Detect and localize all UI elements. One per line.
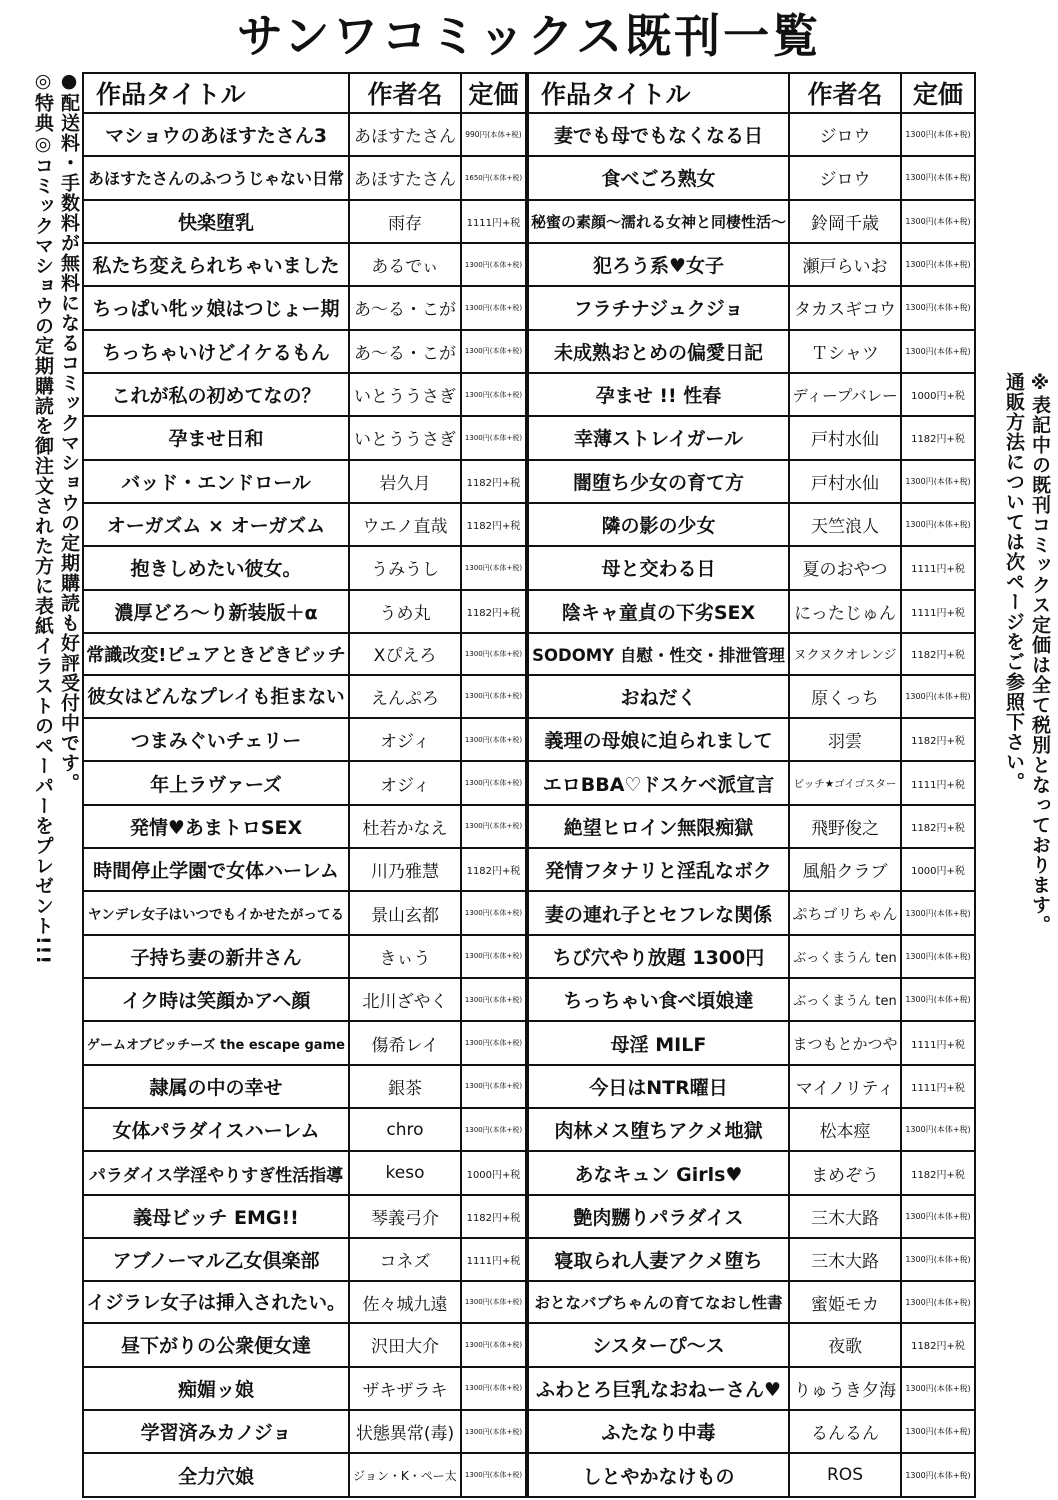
book-author-cell: 鈴岡千歳 [789,200,901,243]
book-price-cell: 1182円+税 [461,1195,527,1238]
table-row [83,1323,975,1366]
book-author-cell: 傷希レイ [349,1021,461,1064]
book-title-cell: おとなバブちゃんの育てなおし性書 [527,1281,789,1323]
book-price-cell: 1300円(本体+税) [901,1453,975,1497]
book-author-cell: きぃう [349,935,461,978]
table-row [83,113,975,156]
book-title-cell: SODOMY 自慰・性交・排泄管理 [527,633,789,675]
book-price-cell: 1300円(本体+税) [901,113,975,156]
subscription-note [2,70,82,1490]
book-price-cell: 1300円(本体+税) [461,1410,527,1453]
book-author-cell: うみうし [349,546,461,589]
book-author-cell: 岩久月 [349,460,461,503]
book-price-cell: 1300円(本体+税) [901,891,975,934]
book-title-cell: 絶望ヒロイン無限痴獄 [527,805,789,848]
book-author-cell: 北川ざやく [349,978,461,1021]
book-title-cell: 陰キャ童貞の下劣SEX [527,590,789,633]
book-author-cell: 瀬戸らいお [789,243,901,286]
book-title-cell: あほすたさんのふつうじゃない日常 [83,156,349,199]
book-title-cell: 犯ろう系♥女子 [527,243,789,286]
book-author-cell: 風船クラブ [789,848,901,891]
book-title-cell: 寝取られ人妻アクメ堕ち [527,1238,789,1281]
book-title-cell: おねだく [527,675,789,718]
book-title-cell: ちっちゃいけどイケるもん [83,330,349,373]
book-price-cell: 1111円+税 [901,590,975,633]
book-author-cell: あ～る・こが [349,286,461,329]
comics-catalog-table [82,72,976,1498]
book-author-cell: ぶっくまうん ten [789,935,901,978]
book-title-cell: 母と交わる日 [527,546,789,589]
table-row [83,1108,975,1151]
book-title-cell: 発情♥あまトロSEX [83,805,349,848]
book-author-cell: あ～る・こが [349,330,461,373]
book-title-cell: 時間停止学園で女体ハーレム [83,848,349,891]
book-title-cell: 未成熟おとめの偏愛日記 [527,330,789,373]
book-author-cell: ザキザラキ [349,1367,461,1410]
book-author-cell: ジョン・K・ペー太 [349,1453,461,1497]
book-author-cell: 佐々城九遠 [349,1281,461,1323]
book-price-cell: 1300円(本体+税) [901,330,975,373]
book-price-cell: 1300円(本体+税) [901,978,975,1021]
book-title-cell: 妻でも母でもなくなる日 [527,113,789,156]
table-row [83,1021,975,1064]
book-title-cell: 女体パラダイスハーレム [83,1108,349,1151]
table-row [83,1453,975,1497]
book-price-cell: 1300円(本体+税) [461,373,527,416]
book-author-cell: まつもとかつや [789,1021,901,1064]
book-title-cell: 濃厚どろ～り新装版＋α [83,590,349,633]
book-title-cell: 昼下がりの公衆便女達 [83,1323,349,1366]
book-title-cell: 今日はNTR曜日 [527,1065,789,1108]
book-title-cell: 孕ませ日和 [83,416,349,459]
book-price-cell: 1182円+税 [901,805,975,848]
book-author-cell: あほすたさん [349,113,461,156]
book-author-cell: 戸村水仙 [789,460,901,503]
book-price-cell: 1300円(本体+税) [461,1323,527,1366]
book-title-cell: 発情フタナリと淫乱なボク [527,848,789,891]
book-author-cell: るんるん [789,1410,901,1453]
book-title-cell: フラチナジュクジョ [527,286,789,329]
book-price-cell: 1300円(本体+税) [461,978,527,1021]
book-price-cell: 1300円(本体+税) [901,156,975,199]
header-price-left: 定価 [461,73,527,113]
header-author-left: 作者名 [349,73,461,113]
book-price-cell: 1300円(本体+税) [901,1410,975,1453]
bonus-present-note: ◎特典◎コミックマショウの定期購読を御注文された方に表紙イラストのペーパーをプレゼント!!! [32,70,54,965]
book-price-cell: 1182円+税 [461,848,527,891]
book-author-cell: いとううさぎ [349,416,461,459]
book-title-cell: 秘蜜の素顔～濡れる女神と同棲性活～ [527,200,789,243]
book-title-cell: イク時は笑顔かアヘ顔 [83,978,349,1021]
book-price-cell: 1000円+税 [901,373,975,416]
book-price-cell: 1111円+税 [901,1065,975,1108]
book-author-cell: 銀茶 [349,1065,461,1108]
table-row [83,460,975,503]
book-author-cell: タカスギコウ [789,286,901,329]
book-title-cell: ふわとろ巨乳なおねーさん♥ [527,1367,789,1410]
book-author-cell: 羽雲 [789,718,901,761]
book-author-cell: 沢田大介 [349,1323,461,1366]
tax-note: ※表記中の既刊コミックス定価は全て税別となっております。 [1029,372,1051,935]
book-title-cell: 義理の母娘に迫られまして [527,718,789,761]
table-row [83,590,975,633]
book-author-cell: えんぷろ [349,675,461,718]
table-row [83,761,975,804]
book-price-cell: 1182円+税 [461,503,527,546]
header-title-right: 作品タイトル [527,73,789,113]
free-shipping-note: ●配送料・手数料が無料になるコミックマショウの定期購読も好評受付中です。 [58,70,80,793]
book-author-cell: 天竺浪人 [789,503,901,546]
book-author-cell: ぷちゴリちゃん [789,891,901,934]
book-price-cell: 1111円+税 [461,200,527,243]
book-title-cell: しとやかなけもの [527,1453,789,1497]
table-row [83,848,975,891]
book-title-cell: 幸薄ストレイガール [527,416,789,459]
book-price-cell: 1300円(本体+税) [901,1281,975,1323]
book-price-cell: 1650円(本体+税) [461,156,527,199]
book-price-cell: 1300円(本体+税) [461,416,527,459]
book-author-cell: 原くっち [789,675,901,718]
book-author-cell: 戸村水仙 [789,416,901,459]
book-price-cell: 1111円+税 [901,761,975,804]
table-row [83,718,975,761]
book-price-cell: 1111円+税 [461,1238,527,1281]
table-row [83,373,975,416]
book-title-cell: これが私の初めてなの？ [83,373,349,416]
book-price-cell: 1000円+税 [461,1151,527,1194]
book-price-cell: 1182円+税 [461,460,527,503]
book-author-cell: オジィ [349,761,461,804]
book-author-cell: まめぞう [789,1151,901,1194]
book-author-cell: ディープバレー [789,373,901,416]
book-title-cell: イジラレ女子は挿入されたい。 [83,1281,349,1323]
table-row [83,633,975,675]
table-row [83,1410,975,1453]
book-author-cell: りゅうき夕海 [789,1367,901,1410]
book-title-cell: あなキュン Girls♥ [527,1151,789,1194]
book-title-cell: ヤンデレ女子はいつでもイかせたがってる [83,891,349,934]
book-price-cell: 1300円(本体+税) [461,805,527,848]
book-title-cell: 子持ち妻の新井さん [83,935,349,978]
book-price-cell: 1300円(本体+税) [461,935,527,978]
book-price-cell: 1300円(本体+税) [901,935,975,978]
book-title-cell: ふたなり中毒 [527,1410,789,1453]
book-price-cell: 1300円(本体+税) [901,460,975,503]
book-author-cell: いとううさぎ [349,373,461,416]
book-price-cell: 1300円(本体+税) [461,1021,527,1064]
book-title-cell: 隷属の中の幸せ [83,1065,349,1108]
book-price-cell: 1300円(本体+税) [461,891,527,934]
book-author-cell: うめ丸 [349,590,461,633]
book-title-cell: 痴媚ッ娘 [83,1367,349,1410]
table-row [83,978,975,1021]
book-author-cell: にったじゅん [789,590,901,633]
book-author-cell: 飛野俊之 [789,805,901,848]
book-title-cell: 快楽堕乳 [83,200,349,243]
pricing-note [977,372,1053,1492]
book-price-cell: 1300円(本体+税) [901,1367,975,1410]
book-price-cell: 1300円(本体+税) [461,718,527,761]
table-row [83,1281,975,1323]
book-title-cell: パラダイス学淫やりすぎ性活指導 [83,1151,349,1194]
book-title-cell: 抱きしめたい彼女。 [83,546,349,589]
table-row [83,1065,975,1108]
book-author-cell: Xぴえろ [349,633,461,675]
book-author-cell: ヌクヌクオレンジ [789,633,901,675]
table-row [83,546,975,589]
book-price-cell: 1111円+税 [901,546,975,589]
book-author-cell: 川乃雅慧 [349,848,461,891]
book-price-cell: 1300円(本体+税) [901,675,975,718]
book-price-cell: 1300円(本体+税) [901,1108,975,1151]
table-row [83,1367,975,1410]
book-price-cell: 1300円(本体+税) [461,1065,527,1108]
book-price-cell: 1300円(本体+税) [461,1281,527,1323]
book-title-cell: つまみぐいチェリー [83,718,349,761]
book-price-cell: 1300円(本体+税) [461,286,527,329]
book-title-cell: オーガズム × オーガズム [83,503,349,546]
book-author-cell: 状態異常(毒) [349,1410,461,1453]
book-title-cell: 食べごろ熟女 [527,156,789,199]
book-price-cell: 1300円(本体+税) [461,1367,527,1410]
book-price-cell: 1300円(本体+税) [901,286,975,329]
book-title-cell: 全力穴娘 [83,1453,349,1497]
book-price-cell: 1300円(本体+税) [901,1238,975,1281]
table-row [83,1238,975,1281]
book-title-cell: 学習済みカノジョ [83,1410,349,1453]
book-author-cell: 三木大路 [789,1238,901,1281]
book-author-cell: ビッチ★ゴイゴスター [789,761,901,804]
table-header-row [83,73,975,113]
book-price-cell: 1182円+税 [901,718,975,761]
table-row [83,503,975,546]
book-price-cell: 1300円(本体+税) [461,546,527,589]
book-title-cell: 艶肉嬲りパラダイス [527,1195,789,1238]
book-title-cell: 孕ませ !! 性春 [527,373,789,416]
book-title-cell: ゲームオブビッチーズ the escape game [83,1021,349,1064]
book-price-cell: 1182円+税 [461,590,527,633]
book-title-cell: 私たち変えられちゃいました [83,243,349,286]
table-row [83,1151,975,1194]
book-title-cell: 妻の連れ子とセフレな関係 [527,891,789,934]
table-row [83,891,975,934]
book-title-cell: 隣の影の少女 [527,503,789,546]
book-author-cell: 雨存 [349,200,461,243]
table-row [83,200,975,243]
book-price-cell: 1300円(本体+税) [901,1195,975,1238]
table-row [83,675,975,718]
book-title-cell: ちっぱい牝ッ娘はつじょー期 [83,286,349,329]
book-title-cell: 闇堕ち少女の育て方 [527,460,789,503]
header-price-right: 定価 [901,73,975,113]
book-price-cell: 1300円(本体+税) [901,243,975,286]
table-row [83,243,975,286]
book-author-cell: Ｔシャツ [789,330,901,373]
book-author-cell: 夜歌 [789,1323,901,1366]
book-author-cell: 景山玄都 [349,891,461,934]
book-price-cell: 1300円(本体+税) [461,1108,527,1151]
book-title-cell: 彼女はどんなプレイも拒まない [83,675,349,718]
book-price-cell: 1300円(本体+税) [901,200,975,243]
book-author-cell: ウエノ直哉 [349,503,461,546]
book-author-cell: コネズ [349,1238,461,1281]
book-price-cell: 1300円(本体+税) [461,330,527,373]
book-price-cell: 1300円(本体+税) [461,633,527,675]
page-title: サンワコミックス既刊一覧 [236,9,822,63]
table-row [83,330,975,373]
book-author-cell: ぶっくまうん ten [789,978,901,1021]
book-title-cell: ちび穴やり放題 1300円 [527,935,789,978]
book-author-cell: 蜜姫モカ [789,1281,901,1323]
book-author-cell: 松本痙 [789,1108,901,1151]
table-row [83,416,975,459]
book-title-cell: 年上ラヴァーズ [83,761,349,804]
book-price-cell: 990円(本体+税) [461,113,527,156]
book-title-cell: 義母ビッチ EMG!! [83,1195,349,1238]
book-author-cell: ROS [789,1453,901,1497]
book-author-cell: あるでぃ [349,243,461,286]
book-title-cell: バッド・エンドロール [83,460,349,503]
book-title-cell: ちっちゃい食べ頃娘達 [527,978,789,1021]
header-author-right: 作者名 [789,73,901,113]
book-author-cell: keso [349,1151,461,1194]
book-author-cell: 三木大路 [789,1195,901,1238]
book-price-cell: 1300円(本体+税) [461,761,527,804]
book-price-cell: 1182円+税 [901,1323,975,1366]
book-price-cell: 1182円+税 [901,416,975,459]
book-author-cell: 琴義弓介 [349,1195,461,1238]
table-row [83,156,975,199]
table-row [83,805,975,848]
book-author-cell: ジロウ [789,113,901,156]
book-title-cell: エロBBA♡ドスケベ派宣言 [527,761,789,804]
book-price-cell: 1300円(本体+税) [461,243,527,286]
book-author-cell: あほすたさん [349,156,461,199]
book-author-cell: ジロウ [789,156,901,199]
book-price-cell: 1300円(本体+税) [901,503,975,546]
book-price-cell: 1000円+税 [901,848,975,891]
book-title-cell: シスターぴ～ス [527,1323,789,1366]
mail-order-note: 通販方法については次ページをご参照下さい。 [1003,372,1025,792]
book-price-cell: 1182円+税 [901,1151,975,1194]
book-title-cell: 母淫 MILF [527,1021,789,1064]
header-title-left: 作品タイトル [83,73,349,113]
book-author-cell: 杜若かなえ [349,805,461,848]
book-title-cell: 常識改変!ピュアときどきビッチ [83,633,349,675]
book-author-cell: マイノリティ [789,1065,901,1108]
book-price-cell: 1300円(本体+税) [461,1453,527,1497]
book-price-cell: 1182円+税 [901,633,975,675]
table-row [83,1195,975,1238]
book-author-cell: chro [349,1108,461,1151]
book-author-cell: オジィ [349,718,461,761]
table-row [83,935,975,978]
book-price-cell: 1111円+税 [901,1021,975,1064]
book-title-cell: アブノーマル乙女倶楽部 [83,1238,349,1281]
table-row [83,286,975,329]
book-title-cell: 肉林メス堕ちアクメ地獄 [527,1108,789,1151]
book-price-cell: 1300円(本体+税) [461,675,527,718]
book-author-cell: 夏のおやつ [789,546,901,589]
book-title-cell: マショウのあほすたさん3 [83,113,349,156]
